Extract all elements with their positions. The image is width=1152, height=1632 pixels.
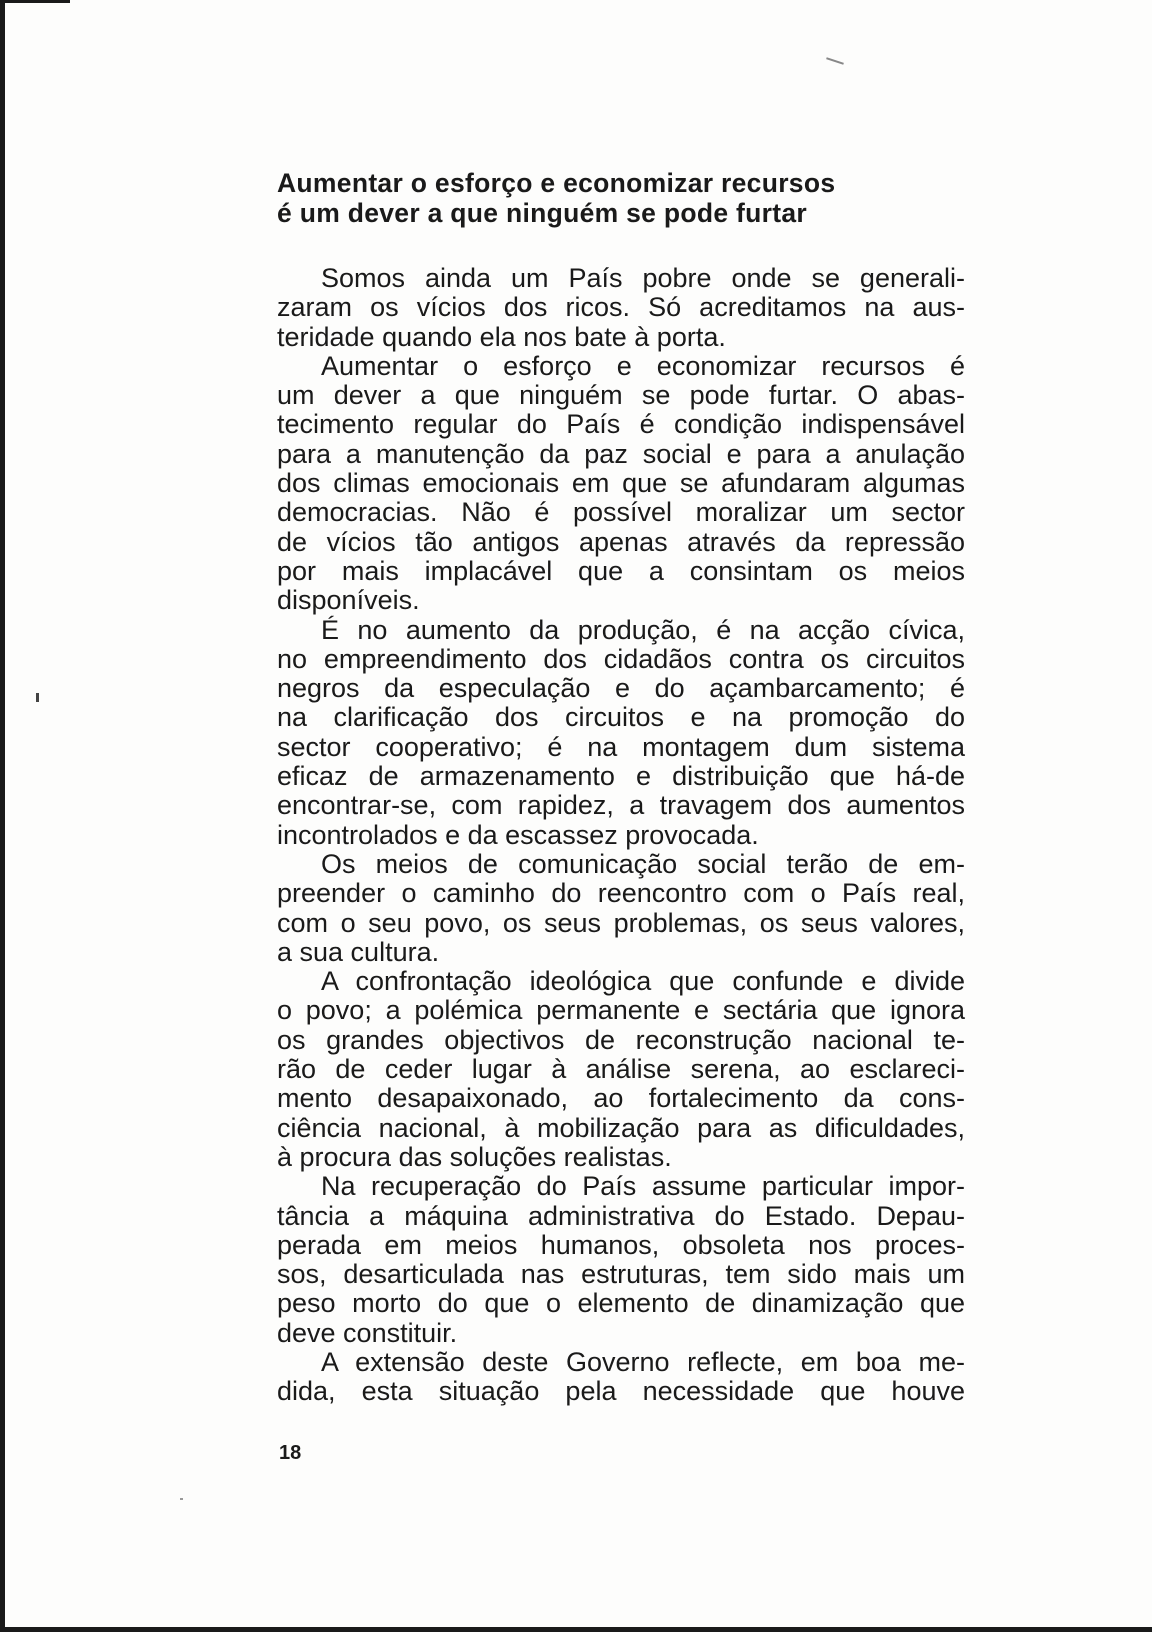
scan-edge-bottom <box>0 1627 1152 1632</box>
text-line: sos, desarticulada nas estruturas, tem sido mais um <box>277 1259 965 1290</box>
text-line: encontrar-se, com rapidez, a travagem dos aumentos <box>277 790 965 821</box>
text-line: rão de ceder lugar à análise serena, ao esclareci- <box>277 1054 965 1085</box>
paragraph <box>277 616 965 850</box>
scan-speck <box>826 57 844 64</box>
heading-line: é um dever a que ninguém se pode furtar <box>277 198 808 228</box>
text-line: dos climas emocionais em que se afundaram algumas <box>277 468 965 499</box>
page-content <box>277 168 965 1407</box>
text-line: A confrontação ideológica que confunde e divide <box>321 966 965 997</box>
text-line: de vícios tão antigos apenas através da repressão <box>277 526 965 557</box>
text-line: eficaz de armazenamento e distribuição que há-de <box>277 761 965 792</box>
text-line: por mais implacável que a consintam os meios <box>277 555 965 586</box>
paragraph <box>277 967 965 1172</box>
text-line: dida, esta situação pela necessidade que houve <box>277 1376 965 1407</box>
text-line: ciência nacional, à mobilização para as dificuldades, <box>277 1112 965 1143</box>
text-line: para a manutenção da paz social e para a anulação <box>277 438 965 469</box>
text-line: disponíveis. <box>277 585 420 616</box>
scan-speck <box>36 693 39 702</box>
text-line: Somos ainda um País pobre onde se generali- <box>321 263 965 293</box>
text-line: deve constituir. <box>277 1317 458 1348</box>
text-line: Na recuperação do País assume particular impor- <box>321 1171 965 1202</box>
text-line: sector cooperativo; é na montagem dum sistema <box>277 731 965 762</box>
text-line: negros da especulação e do açambarcamento; é <box>277 673 965 704</box>
text-line: incontrolados e da escassez provocada. <box>277 819 759 850</box>
paragraph <box>277 850 965 967</box>
text-line: à procura das soluções realistas. <box>277 1141 672 1172</box>
text-line: Aumentar o esforço e economizar recursos é <box>321 350 965 381</box>
page-number: 18 <box>279 1442 302 1464</box>
section-heading <box>277 168 965 228</box>
text-line: perada em meios humanos, obsoleta nos proces- <box>277 1229 965 1260</box>
scan-edge-top <box>0 0 70 3</box>
text-line: um dever a que ninguém se pode furtar. O abas- <box>277 380 965 411</box>
text-line: democracias. Não é possível moralizar um sector <box>277 497 965 528</box>
text-line: mento desapaixonado, ao fortalecimento da cons- <box>277 1083 965 1114</box>
text-line: Os meios de comunicação social terão de em- <box>321 848 965 879</box>
text-line: tecimento regular do País é condição indispensável <box>277 409 965 440</box>
text-line: com o seu povo, os seus problemas, os seus valores, <box>277 907 965 938</box>
scan-speck <box>180 1498 183 1500</box>
heading-line: Aumentar o esforço e economizar recursos <box>277 168 836 198</box>
text-line: É no aumento da produção, é na acção cívica, <box>321 614 965 645</box>
text-line: os grandes objectivos de reconstrução nacional te- <box>277 1024 965 1055</box>
text-line: A extensão deste Governo reflecte, em boa me- <box>321 1346 965 1377</box>
text-line: zaram os vícios dos ricos. Só acreditamos na aus- <box>277 292 965 323</box>
text-line: o povo; a polémica permanente e sectária que ignora <box>277 995 965 1026</box>
text-line: no empreendimento dos cidadãos contra os circuitos <box>277 643 965 674</box>
text-line: na clarificação dos circuitos e na promoção do <box>277 702 965 733</box>
text-line: preender o caminho do reencontro com o País real, <box>277 878 965 909</box>
scan-edge-left <box>0 0 5 1632</box>
paragraph <box>277 1348 965 1407</box>
paragraph <box>277 264 965 352</box>
text-line: a sua cultura. <box>277 936 440 967</box>
paragraph <box>277 352 965 616</box>
text-line: peso morto do que o elemento de dinamização que <box>277 1288 965 1319</box>
text-line: tância a máquina administrativa do Estado. Depau- <box>277 1200 965 1231</box>
text-line: teridade quando ela nos bate à porta. <box>277 321 726 352</box>
paragraph <box>277 1172 965 1348</box>
